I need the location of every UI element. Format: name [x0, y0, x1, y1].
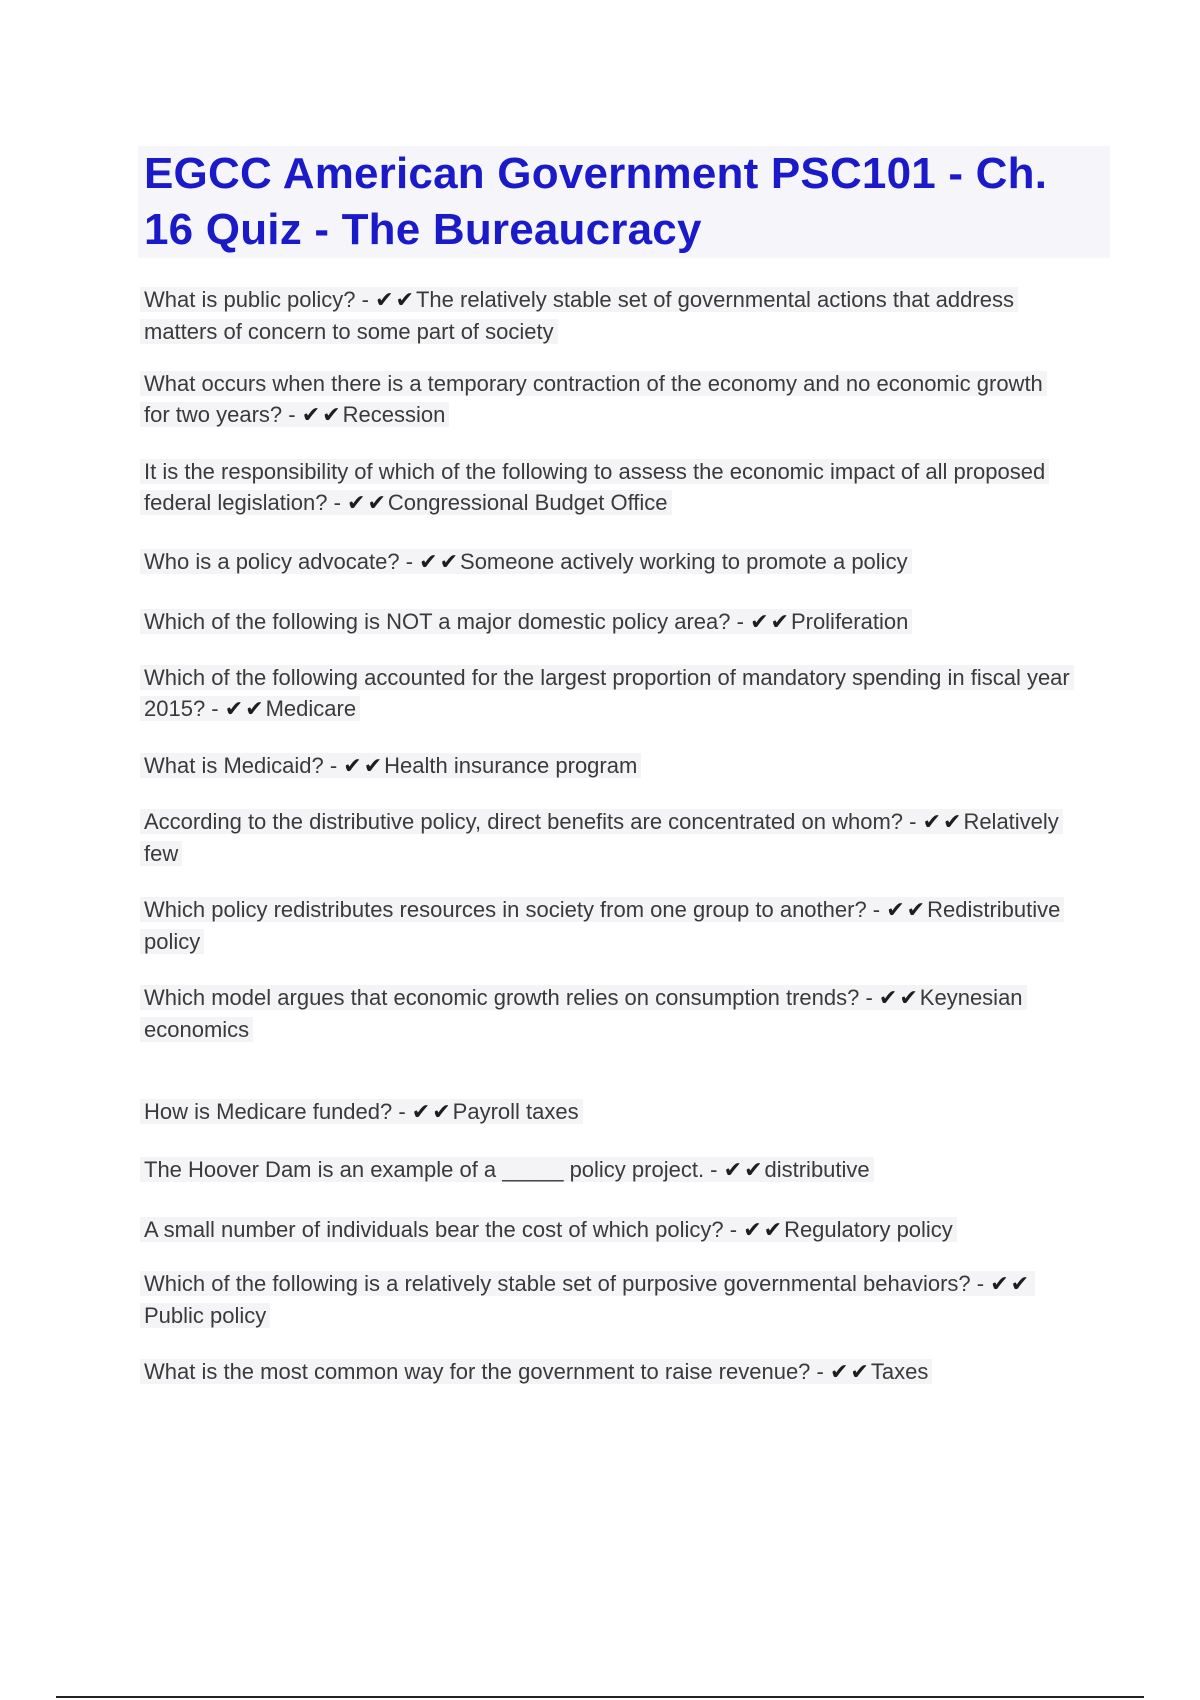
qa-item-13	[140, 1214, 1070, 1246]
question-text: What is the most common way for the government to raise revenue? -	[144, 1359, 830, 1384]
qa-item-10	[140, 982, 1070, 1045]
qa-item-6	[140, 662, 1070, 725]
checkmark-icon: ✔	[439, 550, 459, 575]
answer-text: Congressional Budget Office	[387, 490, 668, 515]
question-text: Which policy redistributes resources in society from one group to another? -	[144, 897, 887, 922]
checkmark-icon: ✔	[1010, 1272, 1030, 1297]
qa-item-5	[140, 606, 1070, 638]
footer-divider	[56, 1696, 1144, 1698]
question-text: Who is a policy advocate? -	[144, 549, 420, 574]
qa-item-1	[140, 284, 1070, 347]
checkmark-icon: ✔	[347, 491, 366, 516]
checkmark-icon: ✔	[432, 1100, 451, 1125]
checkmark-icon: ✔	[245, 697, 264, 722]
question-text: Which model argues that economic growth relies on consumption trends? -	[144, 985, 879, 1010]
answer-text: Health insurance program	[384, 753, 638, 778]
answer-text: Keynesian economics	[144, 985, 1023, 1042]
checkmark-icon: ✔	[367, 491, 386, 516]
checkmark-icon: ✔	[301, 403, 321, 428]
title-block	[138, 146, 1110, 258]
answer-text: Regulatory policy	[784, 1217, 953, 1242]
checkmark-icon: ✔	[943, 810, 962, 835]
question-text: How is Medicare funded? -	[144, 1099, 412, 1124]
answer-text: Taxes	[870, 1359, 929, 1384]
checkmark-icon: ✔	[224, 697, 244, 722]
answer-text: Proliferation	[790, 609, 909, 634]
question-text: It is the responsibility of which of the following to assess the economic impact of all proposed federal legislation? -	[144, 459, 1046, 515]
question-text: What is Medicaid? -	[144, 753, 344, 778]
qa-item-14	[140, 1268, 1070, 1331]
checkmark-icon: ✔	[886, 898, 905, 923]
qa-item-15	[140, 1356, 1070, 1388]
checkmark-icon: ✔	[850, 1360, 869, 1385]
checkmark-icon: ✔	[363, 754, 383, 779]
answer-text: Redistributive policy	[144, 897, 1061, 954]
answer-text: distributive	[764, 1157, 870, 1182]
answer-text: Medicare	[265, 696, 357, 721]
question-text: What is public policy? -	[144, 287, 376, 312]
qa-item-7	[140, 750, 1070, 782]
qa-item-2	[140, 368, 1070, 431]
checkmark-icon: ✔	[723, 1158, 743, 1183]
checkmark-icon: ✔	[899, 986, 918, 1011]
question-text: A small number of individuals bear the cost of which policy? -	[144, 1217, 744, 1242]
qa-item-8	[140, 806, 1070, 869]
qa-item-3	[140, 456, 1070, 519]
answer-text: The relatively stable set of governmental actions that address matters of concern to some part of society	[144, 287, 1014, 344]
checkmark-icon: ✔	[922, 810, 941, 835]
question-text: Which of the following is a relatively stable set of purposive governmental behaviors? -	[144, 1271, 991, 1296]
checkmark-icon: ✔	[906, 898, 926, 923]
question-text: Which of the following is NOT a major domestic policy area? -	[144, 609, 751, 634]
checkmark-icon: ✔	[375, 288, 394, 313]
answer-text: Someone actively working to promote a policy	[460, 549, 908, 574]
checkmark-icon: ✔	[770, 610, 789, 635]
checkmark-icon: ✔	[743, 1218, 762, 1243]
checkmark-icon: ✔	[411, 1100, 431, 1125]
checkmark-icon: ✔	[395, 288, 414, 313]
answer-text: Relatively few	[144, 809, 1059, 866]
question-text: What occurs when there is a temporary contraction of the economy and no economic growth for two years? -	[144, 371, 1043, 427]
checkmark-icon: ✔	[343, 754, 362, 779]
checkmark-icon: ✔	[990, 1272, 1009, 1297]
question-text: Which of the following accounted for the largest proportion of mandatory spending in fiscal year 2015? -	[144, 665, 1070, 721]
checkmark-icon: ✔	[763, 1218, 783, 1243]
checkmark-icon: ✔	[829, 1360, 849, 1385]
checkmark-icon: ✔	[878, 986, 898, 1011]
checkmark-icon: ✔	[744, 1158, 763, 1183]
qa-item-12	[140, 1154, 1070, 1186]
checkmark-icon: ✔	[750, 610, 769, 635]
qa-item-11	[140, 1096, 1070, 1128]
answer-text: Recession	[342, 402, 446, 427]
qa-item-9	[140, 894, 1070, 957]
question-text: The Hoover Dam is an example of a _____ policy project. -	[144, 1157, 724, 1182]
answer-text: Payroll taxes	[452, 1099, 579, 1124]
page-title: EGCC American Government PSC101 - Ch. 16 Quiz - The Bureaucracy	[144, 149, 1048, 254]
question-text: According to the distributive policy, direct benefits are concentrated on whom? -	[144, 809, 923, 834]
checkmark-icon: ✔	[322, 403, 341, 428]
qa-item-4	[140, 546, 1070, 578]
checkmark-icon: ✔	[419, 550, 438, 575]
answer-text: Public policy	[144, 1303, 267, 1328]
